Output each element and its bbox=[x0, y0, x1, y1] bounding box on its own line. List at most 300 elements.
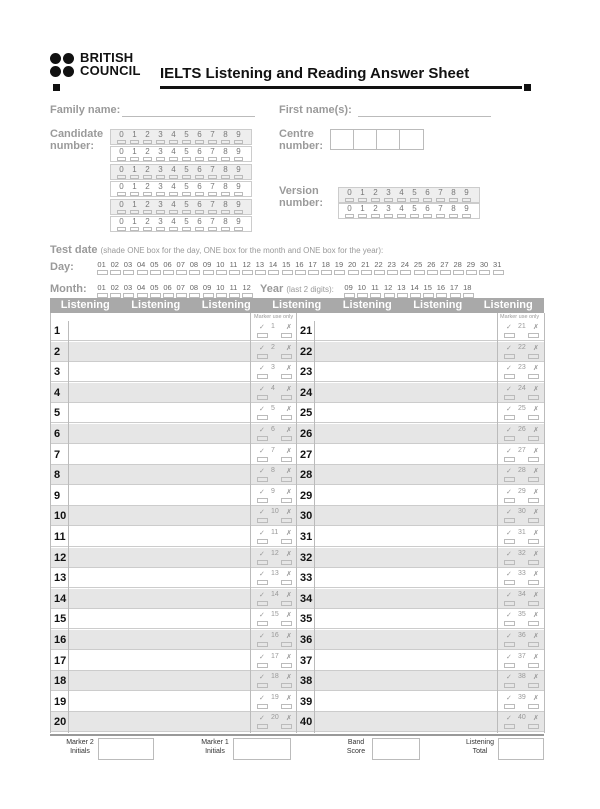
tick-icon: ✓ bbox=[259, 694, 265, 702]
candidate-digit-option[interactable]: 7 bbox=[206, 217, 219, 231]
question-number: 1 bbox=[54, 325, 61, 337]
tick-icon: ✓ bbox=[506, 530, 512, 537]
candidate-digit-row[interactable] bbox=[110, 216, 252, 232]
candidate-digit-option[interactable]: 1 bbox=[128, 217, 141, 231]
marker-check-cell[interactable] bbox=[251, 631, 295, 649]
cross-icon: ✗ bbox=[286, 406, 292, 414]
marker-check-cell[interactable] bbox=[251, 528, 295, 546]
candidate-digit-option[interactable]: 3 bbox=[154, 182, 167, 196]
candidate-digit-option[interactable]: 9 bbox=[232, 200, 245, 214]
candidate-digit-option[interactable]: 8 bbox=[219, 217, 232, 231]
question-number: 30 bbox=[300, 510, 313, 523]
candidate-digit-option[interactable]: 8 bbox=[219, 182, 232, 196]
year-options[interactable] bbox=[342, 283, 474, 292]
year-option[interactable]: 10 bbox=[355, 283, 368, 292]
day-option[interactable]: 07 bbox=[174, 260, 187, 269]
candidate-digit-option[interactable]: 0 bbox=[115, 200, 128, 214]
day-option[interactable]: 25 bbox=[412, 260, 425, 269]
day-option[interactable]: 29 bbox=[464, 260, 477, 269]
marker-check-cell[interactable] bbox=[498, 569, 542, 587]
day-option[interactable]: 22 bbox=[372, 260, 385, 269]
day-option[interactable]: 06 bbox=[161, 260, 174, 269]
marker-question-number: 21 bbox=[518, 323, 526, 330]
question-number: 22 bbox=[300, 345, 313, 358]
question-number: 23 bbox=[300, 366, 313, 379]
candidate-digit-option[interactable]: 7 bbox=[206, 147, 219, 161]
month-option[interactable]: 12 bbox=[240, 283, 253, 292]
marker-check-cell[interactable] bbox=[498, 446, 542, 464]
candidate-digit-option[interactable]: 4 bbox=[167, 200, 180, 214]
test-date-label: Test date (shade ONE box for the day, ONE box for the month and ONE box for the year): bbox=[50, 244, 384, 256]
version-digit-option[interactable]: 6 bbox=[421, 204, 434, 218]
candidate-digit-option[interactable]: 9 bbox=[232, 147, 245, 161]
day-option[interactable]: 19 bbox=[332, 260, 345, 269]
tick-icon: ✓ bbox=[506, 324, 512, 331]
number-column-divider bbox=[68, 321, 69, 733]
year-option[interactable]: 11 bbox=[368, 283, 381, 292]
candidate-digit-option[interactable]: 5 bbox=[180, 147, 193, 161]
centre-digit-box[interactable] bbox=[330, 129, 354, 150]
marker-question-number: 3 bbox=[271, 364, 275, 372]
candidate-digit-option[interactable]: 1 bbox=[128, 130, 141, 144]
candidate-digit-option[interactable]: 7 bbox=[206, 130, 219, 144]
question-number: 18 bbox=[54, 675, 67, 688]
candidate-digit-option[interactable]: 3 bbox=[154, 130, 167, 144]
question-number: 7 bbox=[54, 448, 61, 461]
version-digit-option[interactable]: 7 bbox=[434, 188, 447, 202]
marker-check-cell[interactable] bbox=[251, 487, 295, 505]
centre-digit-box[interactable] bbox=[376, 129, 400, 150]
version-digit-row[interactable] bbox=[338, 203, 480, 219]
marker-check-cell[interactable] bbox=[251, 384, 295, 402]
candidate-digit-option[interactable]: 9 bbox=[232, 182, 245, 196]
question-number: 29 bbox=[300, 489, 313, 502]
marker-question-number: 38 bbox=[518, 673, 526, 681]
candidate-digit-option[interactable]: 7 bbox=[206, 165, 219, 179]
tick-icon: ✓ bbox=[259, 612, 265, 620]
cross-icon: ✗ bbox=[533, 633, 539, 640]
marker-check-cell[interactable] bbox=[251, 343, 295, 361]
day-option[interactable]: 24 bbox=[398, 260, 411, 269]
candidate-digit-row[interactable] bbox=[110, 181, 252, 197]
year-option[interactable]: 13 bbox=[395, 283, 408, 292]
candidate-digit-option[interactable]: 2 bbox=[141, 217, 154, 231]
candidate-digit-option[interactable]: 3 bbox=[154, 200, 167, 214]
marker-check-cell[interactable] bbox=[498, 610, 542, 628]
marker-check-cell[interactable] bbox=[251, 322, 295, 340]
candidate-digit-row[interactable] bbox=[110, 146, 252, 162]
marker-question-number: 2 bbox=[271, 343, 275, 351]
day-label: Day: bbox=[50, 261, 74, 273]
day-option[interactable]: 20 bbox=[346, 260, 359, 269]
month-option[interactable]: 08 bbox=[187, 283, 200, 292]
tick-icon: ✓ bbox=[506, 591, 512, 599]
year-option[interactable]: 16 bbox=[434, 283, 447, 292]
question-number: 24 bbox=[300, 386, 313, 399]
marker-check-cell[interactable] bbox=[498, 322, 542, 340]
candidate-digit-option[interactable]: 1 bbox=[128, 165, 141, 179]
question-number: 5 bbox=[54, 407, 61, 420]
candidate-digit-option[interactable]: 6 bbox=[193, 217, 206, 231]
listening-total-label: Listening Total bbox=[465, 739, 495, 755]
version-digit-option[interactable]: 3 bbox=[382, 188, 395, 202]
page-title: IELTS Listening and Reading Answer Sheet bbox=[160, 65, 470, 82]
tick-icon: ✓ bbox=[259, 571, 265, 579]
tick-icon: ✓ bbox=[259, 447, 265, 455]
version-digit-option[interactable]: 5 bbox=[408, 204, 421, 218]
version-digit-option[interactable]: 1 bbox=[356, 188, 369, 202]
version-digit-option[interactable]: 7 bbox=[434, 204, 447, 218]
marker-check-cell[interactable] bbox=[498, 528, 542, 546]
cross-icon: ✗ bbox=[286, 427, 292, 434]
candidate-digit-option[interactable]: 6 bbox=[193, 165, 206, 179]
marker-question-number: 4 bbox=[271, 384, 275, 392]
marker-check-cell[interactable] bbox=[251, 590, 295, 608]
day-options[interactable] bbox=[95, 260, 504, 269]
cross-icon: ✗ bbox=[286, 530, 292, 537]
question-number: 32 bbox=[300, 551, 313, 564]
version-digit-option[interactable]: 4 bbox=[395, 204, 408, 218]
candidate-digit-option[interactable]: 0 bbox=[115, 147, 128, 161]
candidate-digit-option[interactable]: 5 bbox=[180, 165, 193, 179]
candidate-digit-option[interactable]: 9 bbox=[232, 130, 245, 144]
candidate-digit-option[interactable]: 3 bbox=[154, 147, 167, 161]
year-option[interactable]: 12 bbox=[382, 283, 395, 292]
marker-question-number: 22 bbox=[518, 343, 526, 351]
centre-digit-box[interactable] bbox=[399, 129, 424, 150]
marker-question-number: 37 bbox=[518, 652, 526, 660]
month-option[interactable]: 03 bbox=[121, 283, 134, 292]
day-option[interactable]: 05 bbox=[148, 260, 161, 269]
day-option[interactable]: 28 bbox=[451, 260, 464, 269]
marker-question-number: 15 bbox=[271, 611, 279, 619]
tick-icon: ✓ bbox=[506, 694, 512, 702]
column-header: Listening bbox=[60, 299, 110, 311]
month-option[interactable]: 02 bbox=[108, 283, 121, 292]
cross-icon: ✗ bbox=[533, 406, 539, 414]
tick-icon: ✓ bbox=[506, 468, 512, 476]
marker-question-number: 18 bbox=[271, 673, 279, 681]
marker-check-cell[interactable] bbox=[498, 652, 542, 670]
marker-check-cell[interactable] bbox=[251, 713, 295, 731]
marker-check-cell[interactable] bbox=[251, 569, 295, 587]
question-number: 15 bbox=[54, 613, 67, 626]
version-digit-option[interactable]: 5 bbox=[408, 188, 421, 202]
question-number: 25 bbox=[300, 407, 313, 420]
version-number-label: Version number: bbox=[279, 185, 323, 209]
table-border-left bbox=[50, 313, 51, 733]
day-option[interactable]: 27 bbox=[438, 260, 451, 269]
question-number: 13 bbox=[54, 572, 67, 585]
day-option[interactable]: 30 bbox=[477, 260, 490, 269]
british-council-logo-icon bbox=[50, 53, 76, 79]
day-option[interactable]: 01 bbox=[95, 260, 108, 269]
candidate-digit-option[interactable]: 8 bbox=[219, 165, 232, 179]
number-column-divider bbox=[314, 321, 315, 733]
version-digit-option[interactable]: 4 bbox=[395, 188, 408, 202]
candidate-digit-option[interactable]: 0 bbox=[115, 165, 128, 179]
question-number: 14 bbox=[54, 592, 67, 605]
cross-icon: ✗ bbox=[533, 447, 539, 455]
tick-icon: ✓ bbox=[259, 550, 265, 558]
candidate-digit-option[interactable]: 3 bbox=[154, 217, 167, 231]
candidate-digit-option[interactable]: 0 bbox=[115, 182, 128, 196]
marker-question-number: 17 bbox=[271, 652, 279, 660]
tick-icon: ✓ bbox=[259, 530, 265, 537]
centre-digit-box[interactable] bbox=[353, 129, 377, 150]
year-option[interactable]: 17 bbox=[448, 283, 461, 292]
cross-icon: ✗ bbox=[286, 550, 292, 558]
column-header: Listening bbox=[272, 299, 322, 311]
marker-check-cell[interactable] bbox=[498, 549, 542, 567]
column-header: Listening bbox=[131, 299, 181, 311]
question-number: 38 bbox=[300, 675, 313, 688]
tick-icon: ✓ bbox=[506, 612, 512, 620]
version-digit-option[interactable]: 8 bbox=[447, 204, 460, 218]
candidate-digit-option[interactable]: 4 bbox=[167, 130, 180, 144]
tick-icon: ✓ bbox=[506, 571, 512, 579]
question-number: 4 bbox=[54, 386, 61, 399]
tick-icon: ✓ bbox=[259, 715, 265, 723]
year-option[interactable]: 18 bbox=[461, 283, 474, 292]
tick-icon: ✓ bbox=[259, 385, 265, 393]
candidate-digit-row[interactable] bbox=[110, 199, 252, 215]
candidate-digit-option[interactable]: 6 bbox=[193, 130, 206, 144]
marker-check-cell[interactable] bbox=[498, 487, 542, 505]
candidate-digit-option[interactable]: 6 bbox=[193, 182, 206, 196]
candidate-digit-option[interactable]: 2 bbox=[141, 182, 154, 196]
marker-check-cell[interactable] bbox=[251, 693, 295, 711]
question-number: 2 bbox=[54, 345, 61, 358]
year-option[interactable]: 09 bbox=[342, 283, 355, 292]
question-number: 36 bbox=[300, 634, 313, 646]
tick-icon: ✓ bbox=[259, 324, 265, 331]
candidate-digit-option[interactable]: 3 bbox=[154, 165, 167, 179]
version-digit-option[interactable]: 0 bbox=[343, 188, 356, 202]
marker-check-cell[interactable] bbox=[498, 425, 542, 443]
marker-question-number: 7 bbox=[271, 446, 275, 454]
month-option[interactable]: 01 bbox=[95, 283, 108, 292]
candidate-digit-option[interactable]: 7 bbox=[206, 200, 219, 214]
candidate-digit-option[interactable]: 6 bbox=[193, 200, 206, 214]
question-number: 21 bbox=[300, 325, 313, 337]
tick-icon: ✓ bbox=[506, 344, 512, 352]
candidate-digit-option[interactable]: 1 bbox=[128, 200, 141, 214]
day-option[interactable]: 10 bbox=[214, 260, 227, 269]
tick-icon: ✓ bbox=[506, 406, 512, 414]
marker-question-number: 9 bbox=[271, 487, 275, 495]
marker-check-cell[interactable] bbox=[251, 549, 295, 567]
version-digit-option[interactable]: 2 bbox=[369, 204, 382, 218]
marker1-initials-box[interactable] bbox=[233, 738, 291, 760]
marker-check-cell[interactable] bbox=[498, 672, 542, 690]
candidate-digit-option[interactable]: 0 bbox=[115, 217, 128, 231]
marker-check-cell[interactable] bbox=[498, 343, 542, 361]
tick-icon: ✓ bbox=[259, 365, 265, 373]
candidate-digit-option[interactable]: 4 bbox=[167, 165, 180, 179]
candidate-digit-option[interactable]: 5 bbox=[180, 130, 193, 144]
version-digit-option[interactable]: 2 bbox=[369, 188, 382, 202]
cross-icon: ✗ bbox=[533, 674, 539, 682]
marker-check-cell[interactable] bbox=[251, 446, 295, 464]
day-option[interactable]: 09 bbox=[201, 260, 214, 269]
month-option[interactable]: 06 bbox=[161, 283, 174, 292]
day-option[interactable]: 15 bbox=[280, 260, 293, 269]
question-number: 12 bbox=[54, 551, 67, 564]
marker-check-cell[interactable] bbox=[498, 693, 542, 711]
cross-icon: ✗ bbox=[533, 468, 539, 476]
version-digit-option[interactable]: 9 bbox=[460, 188, 473, 202]
family-name-field[interactable] bbox=[122, 116, 255, 117]
candidate-digit-option[interactable]: 4 bbox=[167, 182, 180, 196]
marker-check-cell[interactable] bbox=[498, 404, 542, 422]
marker-question-number: 16 bbox=[271, 632, 279, 639]
column-header: Listening bbox=[201, 299, 251, 311]
candidate-digit-option[interactable]: 2 bbox=[141, 147, 154, 161]
question-number: 34 bbox=[300, 592, 313, 605]
marker-check-cell[interactable] bbox=[498, 466, 542, 484]
cross-icon: ✗ bbox=[286, 591, 292, 599]
marker-check-cell[interactable] bbox=[498, 363, 542, 381]
day-option[interactable]: 16 bbox=[293, 260, 306, 269]
marker-question-number: 33 bbox=[518, 570, 526, 578]
candidate-digit-option[interactable]: 6 bbox=[193, 147, 206, 161]
candidate-digit-option[interactable]: 1 bbox=[128, 182, 141, 196]
marker-question-number: 27 bbox=[518, 446, 526, 454]
tick-icon: ✓ bbox=[506, 633, 512, 640]
candidate-digit-option[interactable]: 8 bbox=[219, 200, 232, 214]
tick-icon: ✓ bbox=[506, 674, 512, 682]
candidate-digit-option[interactable]: 0 bbox=[115, 130, 128, 144]
day-option[interactable]: 31 bbox=[491, 260, 504, 269]
marker2-initials-box[interactable] bbox=[98, 738, 154, 760]
day-option[interactable]: 03 bbox=[121, 260, 134, 269]
candidate-digit-option[interactable]: 1 bbox=[128, 147, 141, 161]
marker-question-number: 34 bbox=[518, 590, 526, 598]
candidate-digit-option[interactable]: 4 bbox=[167, 147, 180, 161]
day-option[interactable]: 23 bbox=[385, 260, 398, 269]
rule-marker-right bbox=[524, 84, 531, 91]
marker-check-cell[interactable] bbox=[251, 466, 295, 484]
version-digit-option[interactable]: 6 bbox=[421, 188, 434, 202]
marker-question-number: 5 bbox=[271, 405, 275, 413]
month-options[interactable] bbox=[95, 283, 253, 292]
marker-check-cell[interactable] bbox=[498, 384, 542, 402]
day-option[interactable]: 26 bbox=[425, 260, 438, 269]
day-option[interactable]: 17 bbox=[306, 260, 319, 269]
day-option[interactable]: 21 bbox=[359, 260, 372, 269]
version-digit-row[interactable] bbox=[338, 187, 480, 203]
marker-check-cell[interactable] bbox=[251, 610, 295, 628]
candidate-digit-option[interactable]: 2 bbox=[141, 200, 154, 214]
candidate-digit-option[interactable]: 9 bbox=[232, 165, 245, 179]
year-label: Year (last 2 digits): bbox=[260, 283, 334, 295]
year-option[interactable]: 15 bbox=[421, 283, 434, 292]
month-option[interactable]: 11 bbox=[227, 283, 240, 292]
cross-icon: ✗ bbox=[533, 344, 539, 352]
candidate-digit-option[interactable]: 7 bbox=[206, 182, 219, 196]
marker1-initials-label: Marker 1 Initials bbox=[201, 739, 229, 755]
cross-icon: ✗ bbox=[286, 488, 292, 496]
version-digit-option[interactable]: 0 bbox=[343, 204, 356, 218]
marker-check-cell[interactable] bbox=[251, 507, 295, 525]
marker-question-number: 1 bbox=[271, 323, 275, 330]
cross-icon: ✗ bbox=[286, 633, 292, 640]
version-digit-option[interactable]: 3 bbox=[382, 204, 395, 218]
marker-check-cell[interactable] bbox=[251, 652, 295, 670]
tick-icon: ✓ bbox=[506, 509, 512, 517]
marker-check-cell[interactable] bbox=[498, 713, 542, 731]
question-number: 20 bbox=[54, 716, 67, 729]
day-option[interactable]: 11 bbox=[227, 260, 240, 269]
cross-icon: ✗ bbox=[533, 385, 539, 393]
candidate-digit-option[interactable]: 9 bbox=[232, 217, 245, 231]
day-option[interactable]: 18 bbox=[319, 260, 332, 269]
day-option[interactable]: 12 bbox=[240, 260, 253, 269]
marker-question-number: 36 bbox=[518, 632, 526, 639]
candidate-digit-row[interactable] bbox=[110, 164, 252, 180]
year-option[interactable]: 14 bbox=[408, 283, 421, 292]
candidate-digit-option[interactable]: 4 bbox=[167, 217, 180, 231]
candidate-digit-option[interactable]: 5 bbox=[180, 217, 193, 231]
cross-icon: ✗ bbox=[533, 488, 539, 496]
tick-icon: ✓ bbox=[506, 715, 512, 723]
month-option[interactable]: 10 bbox=[214, 283, 227, 292]
cross-icon: ✗ bbox=[533, 694, 539, 702]
brand-name: BRITISH COUNCIL bbox=[80, 50, 141, 78]
day-option[interactable]: 13 bbox=[253, 260, 266, 269]
candidate-digit-option[interactable]: 5 bbox=[180, 200, 193, 214]
center-divider bbox=[296, 313, 297, 733]
month-option[interactable]: 09 bbox=[201, 283, 214, 292]
question-number: 17 bbox=[54, 654, 67, 667]
candidate-digit-option[interactable]: 8 bbox=[219, 147, 232, 161]
day-option[interactable]: 14 bbox=[266, 260, 279, 269]
listening-total-box[interactable] bbox=[498, 738, 544, 760]
column-header: Listening bbox=[483, 299, 533, 311]
first-names-field[interactable] bbox=[358, 116, 491, 117]
day-option[interactable]: 08 bbox=[187, 260, 200, 269]
tick-icon: ✓ bbox=[506, 427, 512, 434]
marker-check-cell[interactable] bbox=[498, 631, 542, 649]
marker-check-cell[interactable] bbox=[251, 672, 295, 690]
candidate-digit-option[interactable]: 2 bbox=[141, 165, 154, 179]
cross-icon: ✗ bbox=[286, 715, 292, 723]
version-digit-option[interactable]: 1 bbox=[356, 204, 369, 218]
marker-check-cell[interactable] bbox=[251, 363, 295, 381]
month-option[interactable]: 07 bbox=[174, 283, 187, 292]
month-option[interactable]: 05 bbox=[148, 283, 161, 292]
candidate-digit-option[interactable]: 8 bbox=[219, 130, 232, 144]
tick-icon: ✓ bbox=[259, 509, 265, 517]
day-option[interactable]: 02 bbox=[108, 260, 121, 269]
band-score-box[interactable] bbox=[372, 738, 420, 760]
question-number: 11 bbox=[54, 531, 66, 543]
candidate-digit-option[interactable]: 2 bbox=[141, 130, 154, 144]
marker-check-cell[interactable] bbox=[498, 507, 542, 525]
cross-icon: ✗ bbox=[533, 715, 539, 723]
month-option[interactable]: 04 bbox=[135, 283, 148, 292]
version-digit-option[interactable]: 9 bbox=[460, 204, 473, 218]
day-option[interactable]: 04 bbox=[135, 260, 148, 269]
candidate-digit-option[interactable]: 5 bbox=[180, 182, 193, 196]
tick-icon: ✓ bbox=[259, 468, 265, 476]
version-digit-option[interactable]: 8 bbox=[447, 188, 460, 202]
marker-check-cell[interactable] bbox=[251, 404, 295, 422]
marker-check-cell[interactable] bbox=[251, 425, 295, 443]
candidate-digit-row[interactable] bbox=[110, 129, 252, 145]
marker-check-cell[interactable] bbox=[498, 590, 542, 608]
